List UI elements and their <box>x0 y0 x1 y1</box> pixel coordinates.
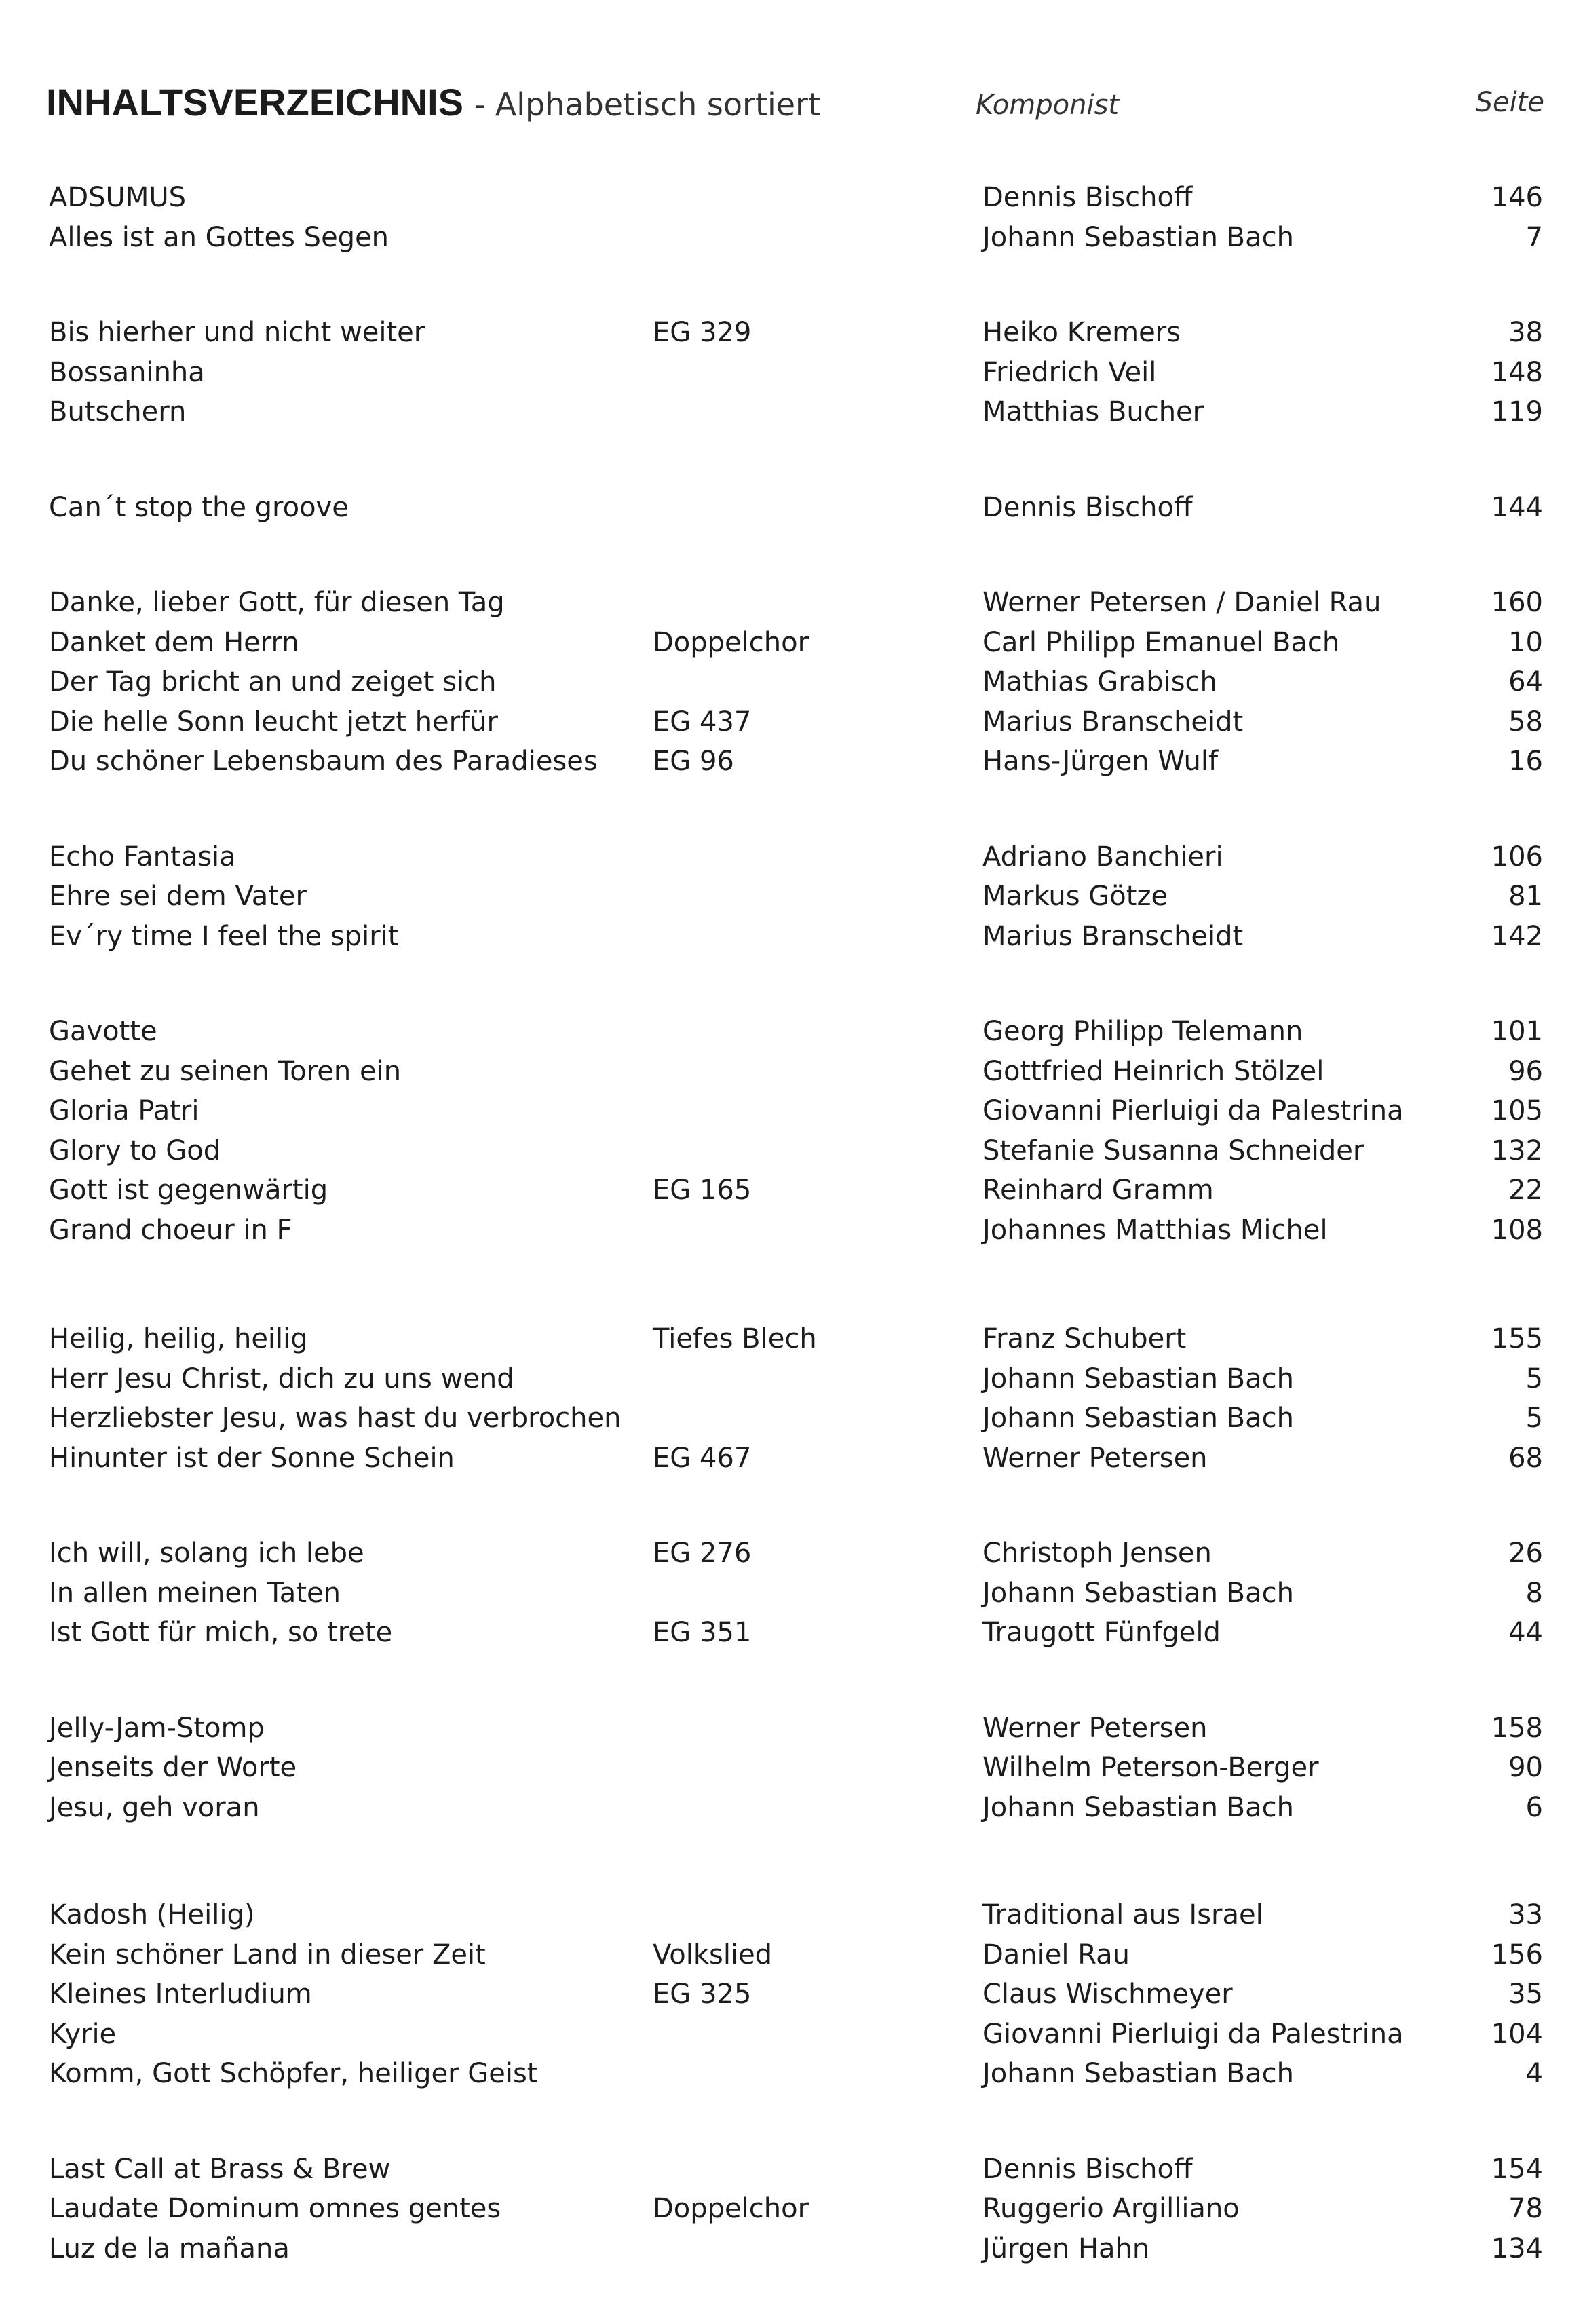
entry-composer: Friedrich Veil <box>982 356 1157 388</box>
entry-title: Last Call at Brass & Brew <box>49 2153 391 2185</box>
toc-entry <box>49 1975 1543 2015</box>
entry-composer: Markus Götze <box>982 881 1168 912</box>
entry-page: 22 <box>1508 1175 1543 1206</box>
toc-entry <box>49 917 1543 957</box>
entry-page: 6 <box>1525 1791 1543 1823</box>
letter-group <box>49 837 1543 957</box>
entry-page: 144 <box>1491 491 1543 523</box>
toc-entry <box>49 1788 1543 1828</box>
entry-composer: Matthias Bucher <box>982 396 1204 427</box>
entry-page: 148 <box>1491 356 1543 388</box>
toc-entry <box>49 1895 1543 1935</box>
entry-title: Bossaninha <box>49 356 205 388</box>
entry-page: 5 <box>1525 1363 1543 1394</box>
entry-page: 26 <box>1508 1538 1543 1569</box>
entry-composer: Carl Philipp Emanuel Bach <box>982 626 1340 658</box>
entry-note: Doppelchor <box>653 626 809 658</box>
letter-group <box>49 1709 1543 1828</box>
page-column-header: Seite <box>1475 87 1544 118</box>
entry-composer: Johann Sebastian Bach <box>982 221 1294 253</box>
entry-composer: Werner Petersen <box>982 1712 1208 1744</box>
entry-composer: Johann Sebastian Bach <box>982 1577 1294 1609</box>
toc-entry <box>49 2189 1543 2229</box>
entry-page: 78 <box>1508 2193 1543 2224</box>
entry-title: Jenseits der Worte <box>49 1752 297 1783</box>
entry-title: Echo Fantasia <box>49 841 236 873</box>
entry-title: Kleines Interludium <box>49 1979 312 2010</box>
entry-composer: Adriano Banchieri <box>982 841 1223 873</box>
entry-composer: Dennis Bischoff <box>982 2153 1193 2185</box>
entry-title: Du schöner Lebensbaum des Paradieses <box>49 746 598 777</box>
entry-title: Herzliebster Jesu, was hast du verbrochen <box>49 1403 622 1434</box>
letter-group <box>49 488 1543 528</box>
entry-page: 16 <box>1508 746 1543 777</box>
entry-note: EG 325 <box>653 1979 752 2010</box>
entry-page: 108 <box>1491 1214 1543 1246</box>
entry-composer: Dennis Bischoff <box>982 182 1193 213</box>
toc-entry <box>49 742 1543 782</box>
letter-group <box>49 1534 1543 1653</box>
entry-note: EG 351 <box>653 1617 752 1648</box>
entry-page: 7 <box>1525 221 1543 253</box>
toc-entry <box>49 313 1543 353</box>
entry-composer: Werner Petersen <box>982 1442 1208 1474</box>
entry-note: Tiefes Blech <box>653 1323 817 1354</box>
entry-composer: Johann Sebastian Bach <box>982 1791 1294 1823</box>
entry-title: Kyrie <box>49 2018 117 2050</box>
entry-composer: Jürgen Hahn <box>982 2232 1150 2264</box>
toc-list <box>49 178 1543 2324</box>
entry-composer: Traditional aus Israel <box>982 1899 1263 1930</box>
entry-composer: Ruggerio Argilliano <box>982 2193 1240 2224</box>
toc-entry <box>49 1534 1543 1574</box>
entry-composer: Werner Petersen / Daniel Rau <box>982 587 1381 618</box>
entry-title: Der Tag bricht an und zeiget sich <box>49 666 497 698</box>
entry-composer: Reinhard Gramm <box>982 1175 1214 1206</box>
entry-title: Jelly-Jam-Stomp <box>49 1712 265 1744</box>
toc-entry <box>49 218 1543 258</box>
entry-title: Danke, lieber Gott, für diesen Tag <box>49 587 505 618</box>
entry-page: 10 <box>1508 626 1543 658</box>
toc-entry <box>49 488 1543 528</box>
entry-page: 156 <box>1491 1939 1543 1970</box>
toc-entry <box>49 2015 1543 2055</box>
toc-entry <box>49 1935 1543 1975</box>
toc-entry <box>49 2054 1543 2094</box>
toc-entry <box>49 702 1543 742</box>
entry-title: Ehre sei dem Vater <box>49 881 307 912</box>
entry-title: Gott ist gegenwärtig <box>49 1175 328 1206</box>
toc-entry <box>49 1709 1543 1749</box>
entry-note: EG 437 <box>653 706 752 738</box>
toc-entry <box>49 877 1543 917</box>
entry-title: Heilig, heilig, heilig <box>49 1323 308 1354</box>
letter-group <box>49 583 1543 782</box>
composer-column-header: Komponist <box>976 90 1120 121</box>
entry-page: 158 <box>1491 1712 1543 1744</box>
entry-composer: Heiko Kremers <box>982 317 1181 348</box>
toc-entry <box>49 1439 1543 1479</box>
entry-title: Butschern <box>49 396 187 427</box>
letter-group <box>49 178 1543 257</box>
entry-title: In allen meinen Taten <box>49 1577 341 1609</box>
toc-entry <box>49 353 1543 393</box>
entry-note: EG 165 <box>653 1175 752 1206</box>
entry-title: Glory to God <box>49 1135 221 1166</box>
toc-header <box>46 80 1544 134</box>
toc-entry <box>49 1012 1543 1052</box>
entry-composer: Georg Philipp Telemann <box>982 1016 1303 1047</box>
toc-entry <box>49 662 1543 702</box>
entry-title: Danket dem Herrn <box>49 626 299 658</box>
entry-page: 64 <box>1508 666 1543 698</box>
letter-group <box>49 1895 1543 2094</box>
entry-title: Can´t stop the groove <box>49 491 349 523</box>
entry-note: Doppelchor <box>653 2193 809 2224</box>
entry-page: 68 <box>1508 1442 1543 1474</box>
entry-page: 132 <box>1491 1135 1543 1166</box>
toc-entry <box>49 178 1543 218</box>
entry-title: Bis hierher und nicht weiter <box>49 317 425 348</box>
entry-title: Luz de la mañana <box>49 2232 290 2264</box>
entry-title: Jesu, geh voran <box>49 1791 260 1823</box>
entry-title: Hinunter ist der Sonne Schein <box>49 1442 455 1474</box>
page-subtitle: - Alphabetisch sortiert <box>474 86 821 123</box>
entry-page: 5 <box>1525 1403 1543 1434</box>
entry-page: 105 <box>1491 1095 1543 1126</box>
entry-page: 38 <box>1508 317 1543 348</box>
entry-composer: Stefanie Susanna Schneider <box>982 1135 1364 1166</box>
toc-entry <box>49 583 1543 623</box>
entry-title: Herr Jesu Christ, dich zu uns wend <box>49 1363 514 1394</box>
entry-composer: Daniel Rau <box>982 1939 1130 1970</box>
entry-composer: Johann Sebastian Bach <box>982 1363 1294 1394</box>
entry-page: 160 <box>1491 587 1543 618</box>
entry-title: Ev´ry time I feel the spirit <box>49 920 399 952</box>
entry-page: 104 <box>1491 2018 1543 2050</box>
entry-composer: Dennis Bischoff <box>982 491 1193 523</box>
entry-composer: Johann Sebastian Bach <box>982 1403 1294 1434</box>
entry-page: 90 <box>1508 1752 1543 1783</box>
letter-group <box>49 2150 1543 2269</box>
entry-composer: Marius Branscheidt <box>982 706 1244 738</box>
entry-page: 96 <box>1508 1055 1543 1087</box>
toc-entry <box>49 2150 1543 2190</box>
entry-page: 101 <box>1491 1016 1543 1047</box>
entry-composer: Giovanni Pierluigi da Palestrina <box>982 1095 1404 1126</box>
toc-entry <box>49 837 1543 877</box>
toc-entry <box>49 1170 1543 1211</box>
entry-page: 154 <box>1491 2153 1543 2185</box>
entry-page: 35 <box>1508 1979 1543 2010</box>
entry-title: Die helle Sonn leucht jetzt herfür <box>49 706 498 738</box>
toc-entry <box>49 1398 1543 1439</box>
entry-note: EG 467 <box>653 1442 752 1474</box>
toc-entry <box>49 1052 1543 1092</box>
entry-page: 146 <box>1491 182 1543 213</box>
entry-page: 106 <box>1491 841 1543 873</box>
entry-title: Kadosh (Heilig) <box>49 1899 255 1930</box>
toc-entry <box>49 1748 1543 1788</box>
entry-page: 8 <box>1525 1577 1543 1609</box>
entry-composer: Franz Schubert <box>982 1323 1187 1354</box>
entry-title: Laudate Dominum omnes gentes <box>49 2193 501 2224</box>
entry-composer: Wilhelm Peterson-Berger <box>982 1752 1319 1783</box>
entry-composer: Claus Wischmeyer <box>982 1979 1233 2010</box>
entry-title: Gloria Patri <box>49 1095 199 1126</box>
entry-title: Gehet zu seinen Toren ein <box>49 1055 402 1087</box>
entry-page: 142 <box>1491 920 1543 952</box>
toc-entry <box>49 1613 1543 1653</box>
entry-title: Ist Gott für mich, so trete <box>49 1617 393 1648</box>
toc-entry <box>49 1131 1543 1171</box>
entry-composer: Traugott Fünfgeld <box>982 1617 1221 1648</box>
toc-entry <box>49 1359 1543 1399</box>
entry-composer: Hans-Jürgen Wulf <box>982 746 1219 777</box>
entry-title: Komm, Gott Schöpfer, heiliger Geist <box>49 2058 538 2089</box>
entry-page: 4 <box>1525 2058 1543 2089</box>
letter-group <box>49 1319 1543 1478</box>
page-title <box>46 80 820 124</box>
entry-page: 58 <box>1508 706 1543 738</box>
entry-page: 134 <box>1491 2232 1543 2264</box>
entry-page: 119 <box>1491 396 1543 427</box>
toc-entry <box>49 1211 1543 1251</box>
entry-page: 33 <box>1508 1899 1543 1930</box>
entry-composer: Johann Sebastian Bach <box>982 2058 1294 2089</box>
title-text: INHALTSVERZEICHNIS <box>46 81 463 123</box>
entry-page: 81 <box>1508 881 1543 912</box>
toc-entry <box>49 1574 1543 1614</box>
entry-composer: Mathias Grabisch <box>982 666 1217 698</box>
toc-entry <box>49 392 1543 432</box>
entry-page: 155 <box>1491 1323 1543 1354</box>
entry-note: Volkslied <box>653 1939 773 1970</box>
entry-title: Gavotte <box>49 1016 157 1047</box>
entry-composer: Johannes Matthias Michel <box>982 1214 1328 1246</box>
letter-group <box>49 313 1543 432</box>
entry-composer: Giovanni Pierluigi da Palestrina <box>982 2018 1404 2050</box>
entry-title: Ich will, solang ich lebe <box>49 1538 364 1569</box>
entry-composer: Christoph Jensen <box>982 1538 1212 1569</box>
entry-title: Grand choeur in F <box>49 1214 292 1246</box>
entry-composer: Marius Branscheidt <box>982 920 1244 952</box>
toc-entry <box>49 1091 1543 1131</box>
entry-title: ADSUMUS <box>49 182 187 213</box>
entry-note: EG 276 <box>653 1538 752 1569</box>
entry-title: Alles ist an Gottes Segen <box>49 221 389 253</box>
entry-composer: Gottfried Heinrich Stölzel <box>982 1055 1324 1087</box>
toc-entry <box>49 2229 1543 2269</box>
entry-page: 44 <box>1508 1617 1543 1648</box>
entry-note: EG 96 <box>653 746 734 777</box>
toc-entry <box>49 623 1543 663</box>
entry-note: EG 329 <box>653 317 752 348</box>
toc-entry <box>49 1319 1543 1359</box>
letter-group <box>49 1012 1543 1250</box>
entry-title: Kein schöner Land in dieser Zeit <box>49 1939 486 1970</box>
